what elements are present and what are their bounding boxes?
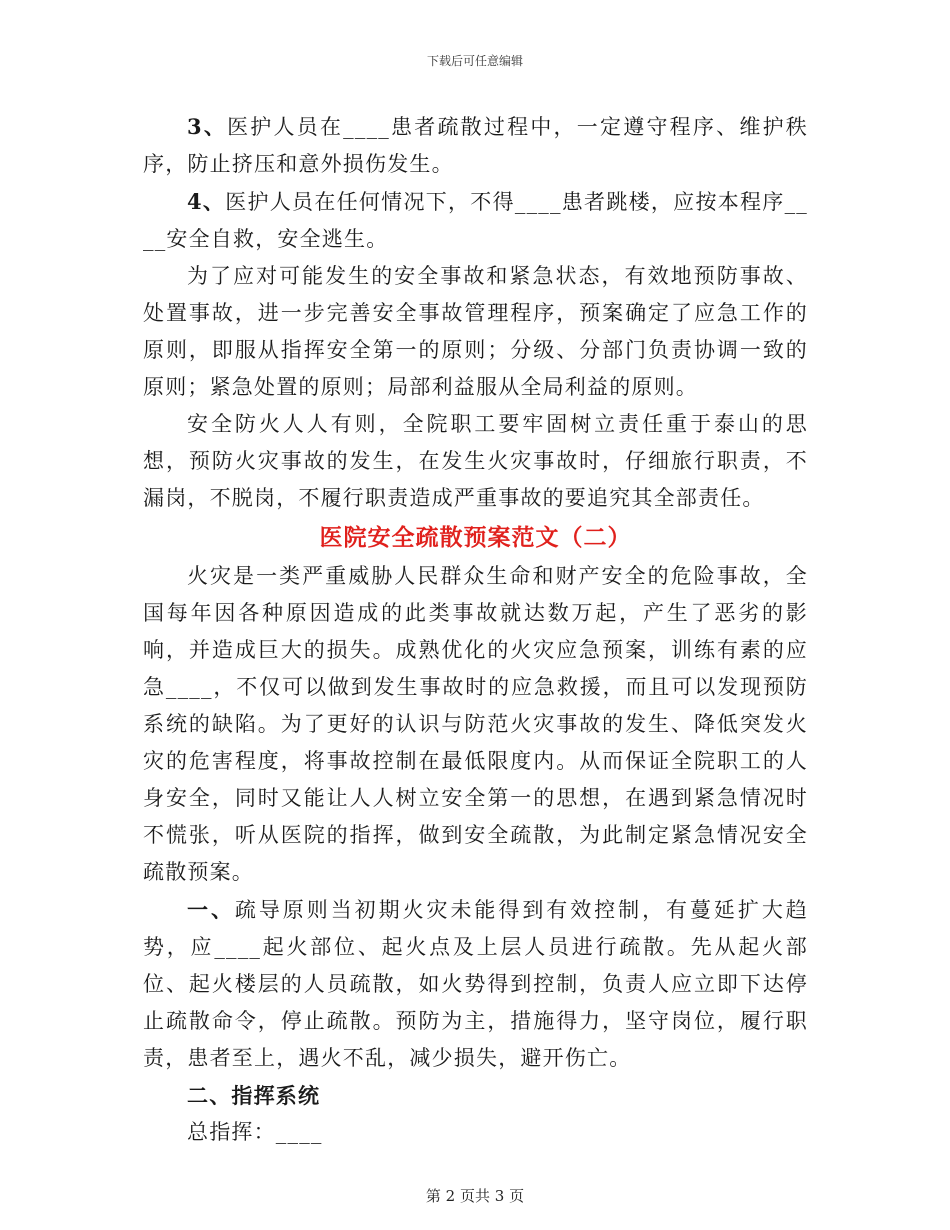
section-number: 一、	[187, 897, 235, 922]
paragraph-text: 医护人员在____患者疏散过程中，一定遵守程序、维护秩序，防止挤压和意外损伤发生。	[143, 115, 808, 176]
paragraph-item-4	[143, 183, 808, 258]
paragraph-principles: 为了应对可能发生的安全事故和紧急状态，有效地预防事故、处置事故，进一步完善安全事故管理程序，预案确定了应急工作的原则，即服从指挥安全第一的原则；分级、分部门负责协调一致的原则；紧急处置的原则；局部利益服从全局利益的原则。	[143, 264, 808, 399]
paragraph-commander: 总指挥：____	[187, 1120, 323, 1144]
paragraph-text: 医护人员在任何情况下，不得____患者跳楼，应按本程序____安全自救，安全逃生。	[143, 190, 808, 251]
heading-command-system: 二、指挥系统	[187, 1083, 321, 1108]
item-number: 4、	[187, 189, 226, 214]
item-number: 3、	[187, 114, 228, 139]
page-header: 下载后可任意编辑	[426, 54, 523, 68]
paragraph-item-3	[143, 108, 808, 183]
paragraph-intro: 火灾是一类严重威胁人民群众生命和财产安全的危险事故，全国每年因各种原因造成的此类事故就达数万起，产生了恶劣的影响，并造成巨大的损失。成熟优化的火灾应急预案，训练有素的应急____，不仅可以做到发生事故时的应急救援，而且可以发现预防系统的缺陷。为了更好的认识与防范火灾事故的发生、降低突发火灾的危害程度，将事故控制在最低限度内。从而保证全院职工的人身安全，同时又能让人人树立安全第一的思想，在遇到紧急情况时不慌张，听从医院的指挥，做到安全疏散，为此制定紧急情况安全疏散预案。	[143, 564, 808, 884]
page-footer: 第 2 页共 3 页	[425, 1187, 525, 1205]
section-title: 医院安全疏散预案范文（二）	[319, 524, 632, 551]
paragraph-guidance-principle	[143, 891, 808, 1077]
paragraph-text: 疏导原则当初期火灾未能得到有效控制，有蔓延扩大趋势，应____起火部位、起火点及上层人员进行疏散。先从起火部位、起火楼层的人员疏散，如火势得到控制，负责人应立即下达停止疏散命令，停止疏散。预防为主，措施得力，坚守岗位，履行职责，患者至上，遇火不乱，减少损失，避开伤亡。	[143, 898, 808, 1070]
paragraph-fire-safety: 安全防火人人有则，全院职工要牢固树立责任重于泰山的思想，预防火灾事故的发生，在发生火灾事故时，仔细旅行职责，不漏岗，不脱岗，不履行职责造成严重事故的要追究其全部责任。	[143, 412, 808, 510]
document-body	[143, 108, 808, 1151]
